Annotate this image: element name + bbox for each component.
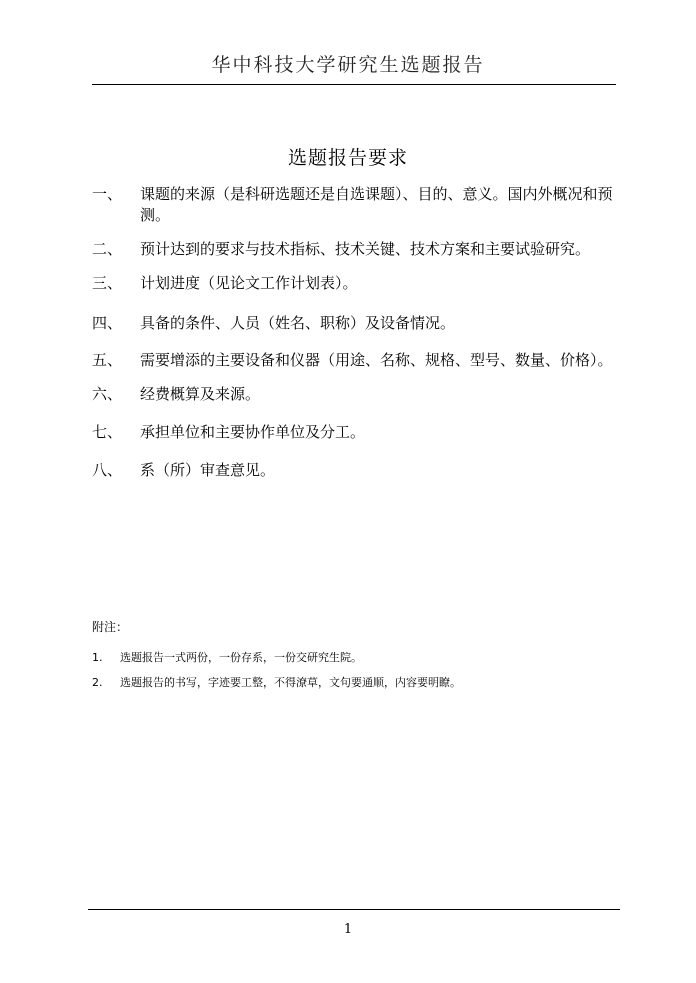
note-text: 选题报告一式两份，一份存系，一份交研究生院。 xyxy=(120,651,362,664)
requirement-text: 经费概算及来源。 xyxy=(140,385,261,403)
requirement-text: 需要增添的主要设备和仪器（用途、名称、规格、型号、数量、价格）。 xyxy=(140,351,613,369)
requirement-number: 七、 xyxy=(92,423,123,441)
note-number: 2. xyxy=(92,676,103,689)
note-text: 选题报告的书写，字迹要工整，不得潦草，文句要通顺，内容要明瞭。 xyxy=(120,676,461,689)
requirement-number: 四、 xyxy=(92,314,123,332)
requirement-item xyxy=(92,460,622,481)
requirement-item xyxy=(92,384,622,405)
requirement-number: 二、 xyxy=(92,240,123,258)
requirement-text: 计划进度（见论文工作计划表）。 xyxy=(140,274,358,292)
requirement-number: 八、 xyxy=(92,461,123,479)
requirement-text: 承担单位和主要协作单位及分工。 xyxy=(140,423,366,441)
requirement-text: 系（所）审查意见。 xyxy=(140,461,276,479)
note-item xyxy=(92,676,622,690)
requirement-number: 三、 xyxy=(92,274,123,292)
requirements-list xyxy=(92,184,622,481)
note-item xyxy=(92,651,622,665)
requirement-text: 预计达到的要求与技术指标、技术关键、技术方案和主要试验研究。 xyxy=(140,240,591,258)
document-title: 选题报告要求 xyxy=(287,147,408,169)
requirement-item xyxy=(92,313,622,334)
header-rule xyxy=(92,84,616,85)
header-title: 华中科技大学研究生选题报告 xyxy=(211,54,485,76)
requirement-item xyxy=(92,184,622,226)
note-number: 1. xyxy=(92,651,103,664)
requirement-number: 六、 xyxy=(92,385,123,403)
requirement-text: 课题的来源（是科研选题还是自选课题）、目的、意义。国内外概况和预测。 xyxy=(140,185,613,224)
requirement-item xyxy=(92,422,622,443)
requirement-item xyxy=(92,273,622,294)
page-number: 1 xyxy=(343,922,353,937)
requirement-item xyxy=(92,350,622,371)
notes-list xyxy=(92,651,622,701)
requirement-number: 一、 xyxy=(92,185,123,203)
footer-rule xyxy=(88,909,620,910)
requirement-number: 五、 xyxy=(92,351,123,369)
notes-label: 附注： xyxy=(92,620,129,634)
requirement-item xyxy=(92,239,622,260)
requirement-text: 具备的条件、人员（姓名、职称）及设备情况。 xyxy=(140,314,456,332)
